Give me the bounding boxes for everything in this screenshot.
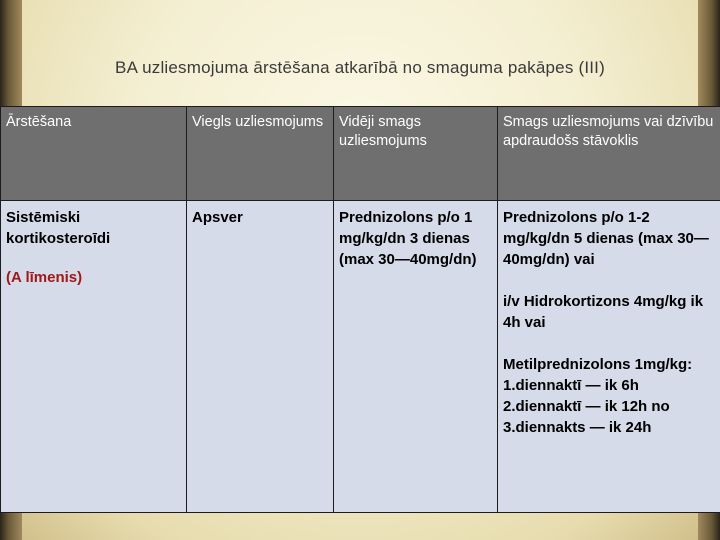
treatment-table [0,106,720,513]
header-treatment: Ārstēšana [1,107,187,201]
table-header-row [1,107,720,201]
spacer [503,270,715,291]
methylprednisolone-day3: 3.diennakts — ik 24h [503,419,652,436]
cell-moderate: Prednizolons p/o 1 mg/kg/dn 3 dienas (max 30—40mg/dn) [334,201,498,513]
header-mild: Viegls uzliesmojums [187,107,334,201]
spacer [6,249,181,267]
severe-option-hydrocortisone: i/v Hidrokortizons 4mg/kg ik 4h vai [503,293,704,331]
methylprednisolone-day1: 1.diennaktī — ik 6h [503,377,639,394]
severe-option-prednisolone: Prednizolons p/o 1-2 mg/kg/dn 5 dienas (max 30—40mg/dn) vai [503,209,709,268]
evidence-level: (A līmenis) [6,269,83,286]
cell-severe [498,201,720,513]
cell-treatment [1,201,187,513]
header-moderate: Vidēji smags uzliesmojums [334,107,498,201]
table-row [1,201,720,513]
header-severe: Smags uzliesmojums vai dzīvību apdraudošs stāvoklis [498,107,720,201]
methylprednisolone-day2: 2.diennaktī — ik 12h no [503,398,670,415]
treatment-name: Sistēmiski kortikosteroīdi [6,209,111,247]
cell-mild: Apsver [187,201,334,513]
severe-option-methylprednisolone: Metilprednizolons 1mg/kg: [503,356,693,373]
slide-title: BA uzliesmojuma ārstēšana atkarībā no smaguma pakāpes (III) [115,58,605,77]
spacer [503,333,715,354]
